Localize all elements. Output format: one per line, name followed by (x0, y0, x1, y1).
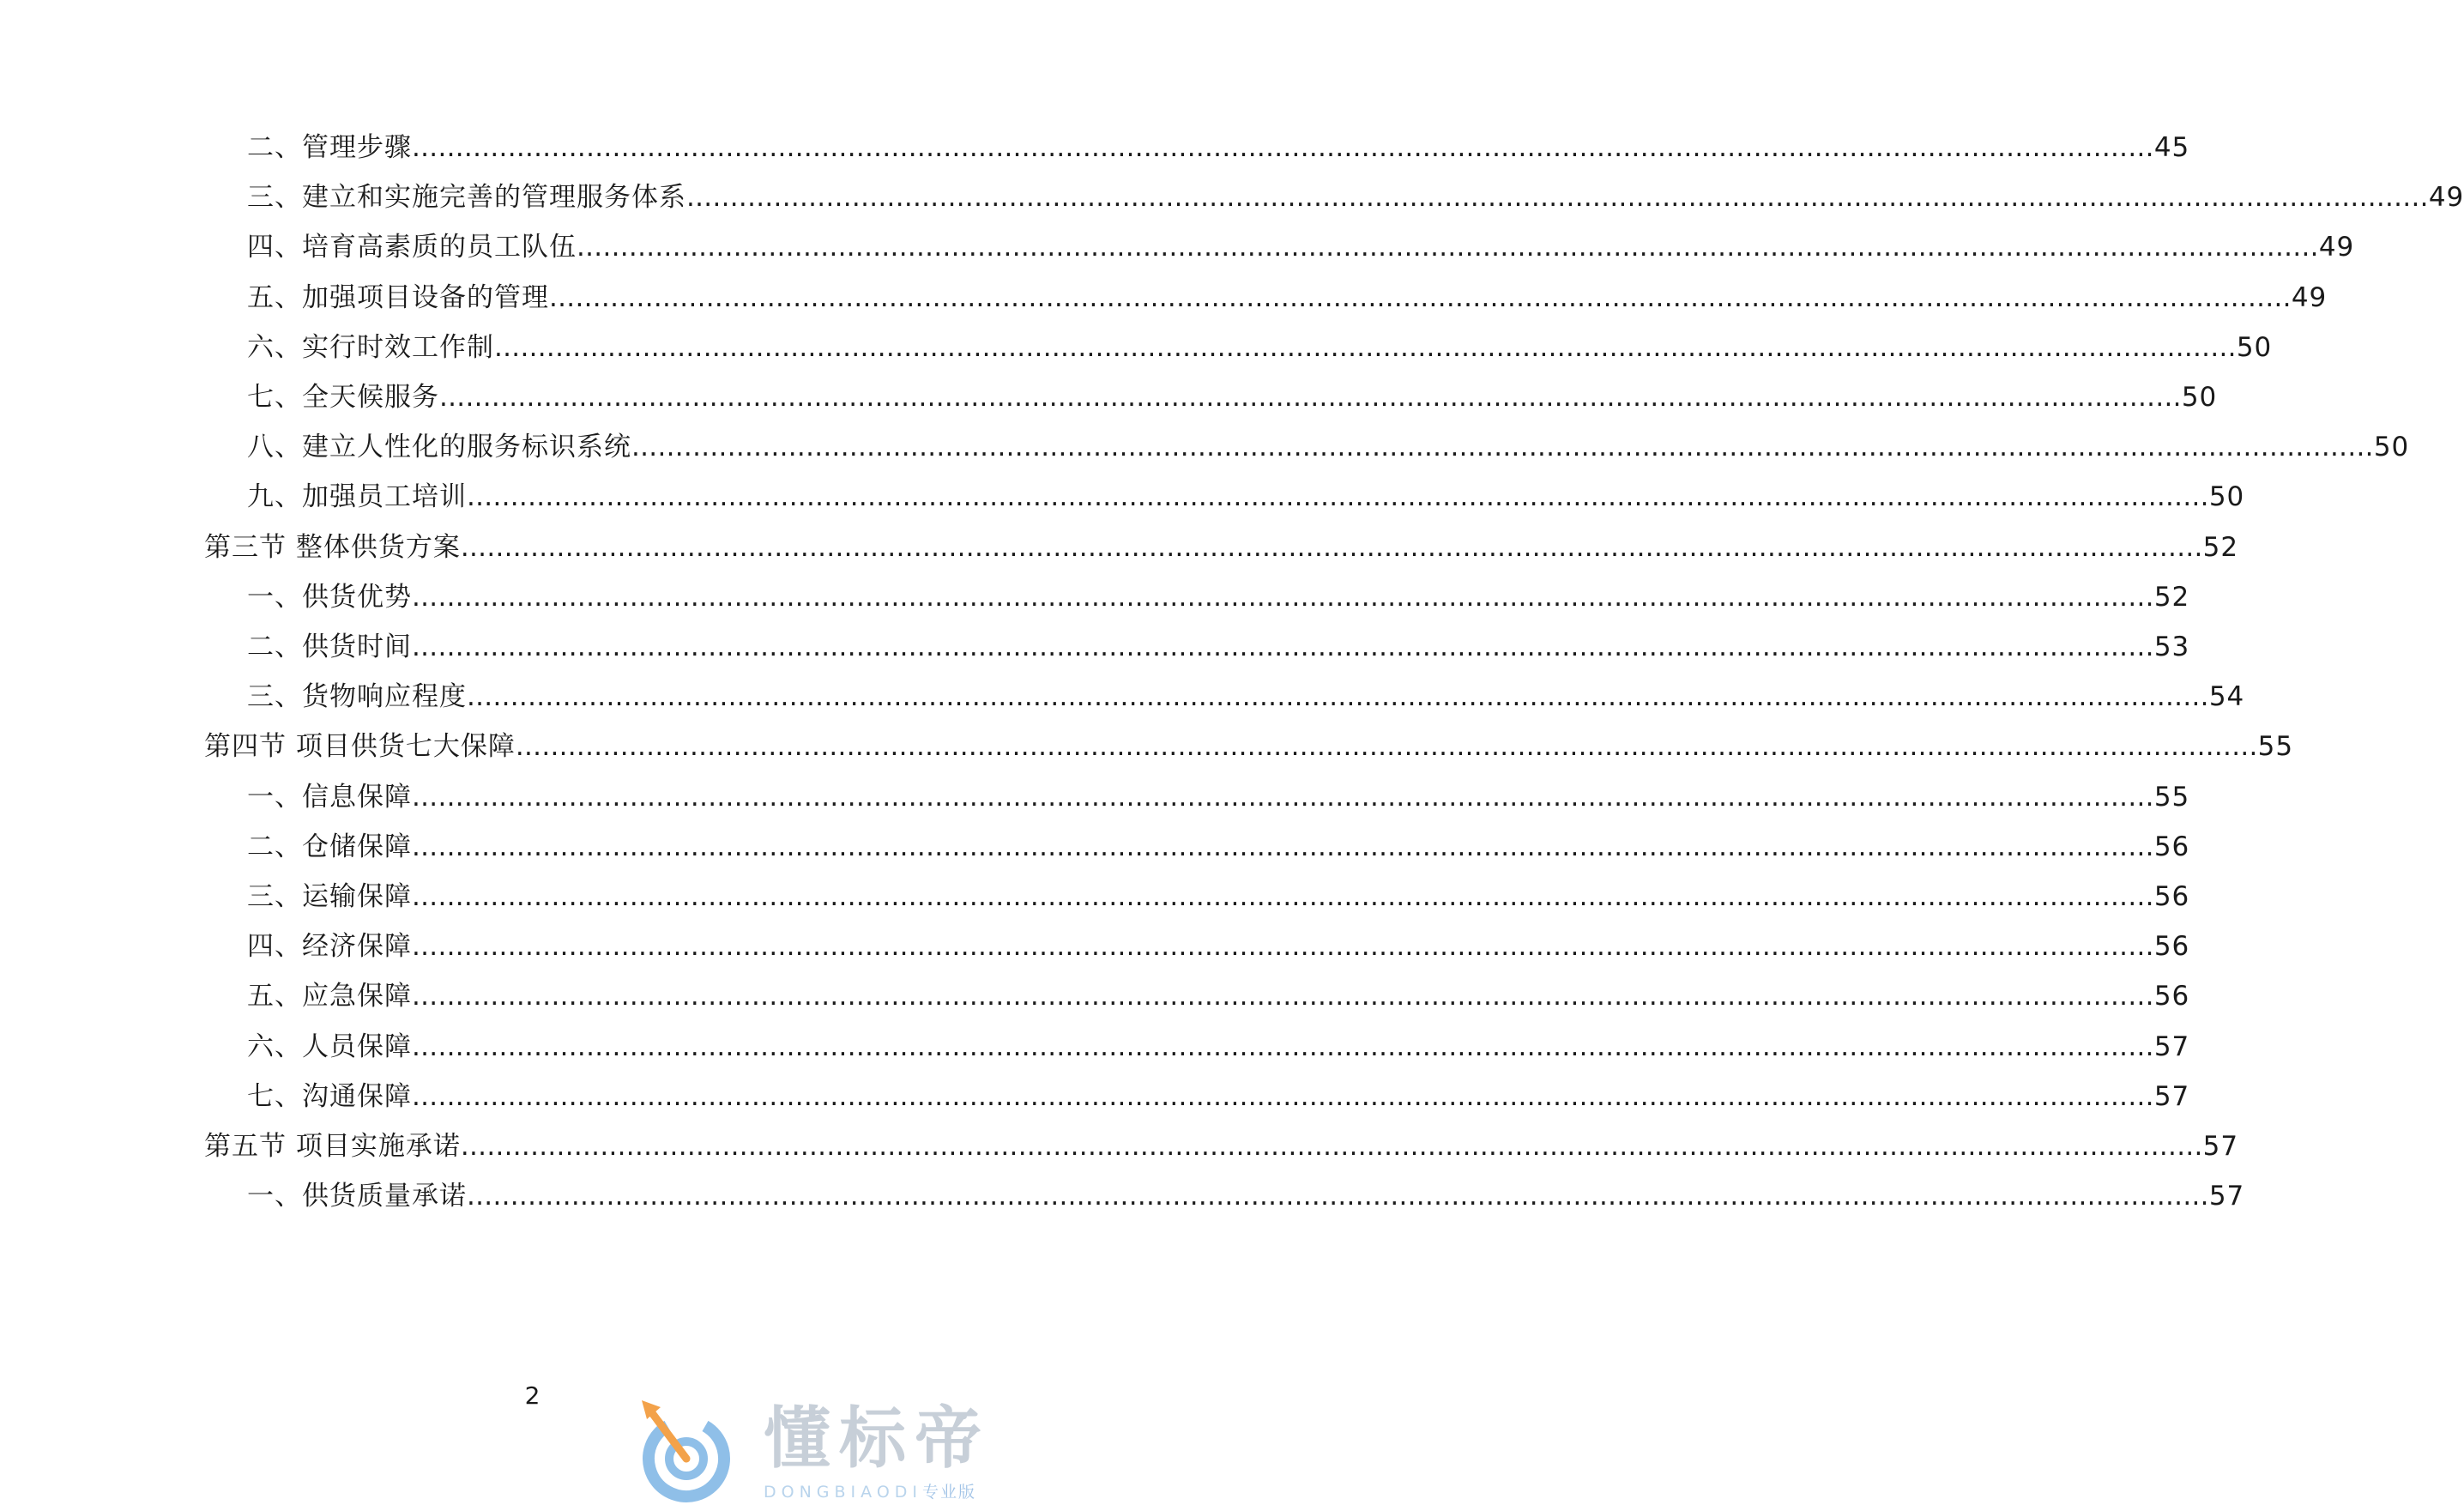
toc-dot-leader: ........................................................................................................................................................................................................ (412, 1031, 2154, 1062)
toc-subsection-entry[interactable] (247, 926, 2190, 964)
toc-subsection-entry[interactable] (247, 876, 2190, 914)
toc-subsection-entry[interactable] (247, 127, 2190, 165)
toc-subsection-entry[interactable] (247, 976, 2190, 1013)
toc-entry-page-number: 49 (2291, 281, 2328, 313)
toc-entry-page-number: 50 (2373, 432, 2410, 463)
toc-subsection-entry[interactable] (247, 277, 2328, 315)
toc-dot-leader: ........................................................................................................................................................................................................ (577, 232, 2319, 263)
toc-entry-title: 五、应急保障 (247, 981, 412, 1012)
toc-entry-page-number: 57 (2153, 1080, 2190, 1112)
toc-dot-leader: ........................................................................................................................................................................................................ (439, 382, 2182, 413)
toc-entry-page-number: 52 (2153, 581, 2190, 613)
toc-entry-page-number: 53 (2153, 632, 2190, 662)
toc-entry-page-number: 56 (2153, 881, 2190, 912)
toc-entry-title: 第四节 项目供货七大保障 (204, 731, 516, 763)
toc-section-entry[interactable] (204, 726, 2294, 764)
toc-subsection-entry[interactable] (247, 476, 2245, 514)
toc-dot-leader: ........................................................................................................................................................................................................ (412, 981, 2154, 1012)
toc-dot-leader: ........................................................................................................................................................................................................ (549, 281, 2292, 313)
toc-dot-leader: ........................................................................................................................................................................................................ (412, 931, 2154, 963)
watermark (635, 1399, 1047, 1502)
toc-dot-leader: ........................................................................................................................................................................................................ (412, 781, 2154, 813)
page-number: 2 (524, 1381, 541, 1410)
toc-section-entry[interactable] (204, 527, 2239, 565)
toc-entry-page-number: 55 (2153, 781, 2190, 813)
toc-dot-leader: ........................................................................................................................................................................................................ (460, 1131, 2203, 1162)
toc-subsection-entry[interactable] (247, 377, 2218, 414)
toc-subsection-entry[interactable] (247, 577, 2190, 614)
watermark-pinyin: DONGBIAODI (764, 1483, 923, 1502)
toc-dot-leader: ........................................................................................................................................................................................................ (467, 481, 2209, 513)
toc-entry-page-number: 50 (2236, 331, 2273, 363)
toc-subsection-entry[interactable] (247, 1176, 2245, 1213)
watermark-edition: 专业版 (922, 1483, 977, 1502)
toc-entry-page-number: 50 (2208, 481, 2245, 513)
toc-dot-leader: ........................................................................................................................................................................................................ (467, 1181, 2209, 1212)
toc-entry-title: 四、经济保障 (247, 931, 412, 963)
toc-dot-leader: ........................................................................................................................................................................................................ (494, 331, 2237, 363)
toc-entry-title: 九、加强员工培训 (247, 481, 467, 513)
toc-entry-title: 一、信息保障 (247, 781, 412, 813)
toc-dot-leader: ........................................................................................................................................................................................................ (686, 182, 2429, 214)
toc-entry-title: 七、全天候服务 (247, 382, 439, 413)
toc-subsection-entry[interactable] (247, 1076, 2190, 1114)
toc-subsection-entry[interactable] (247, 777, 2190, 814)
toc-entry-title: 一、供货质量承诺 (247, 1181, 467, 1212)
toc-entry-page-number: 56 (2153, 931, 2190, 963)
toc-entry-title: 七、沟通保障 (247, 1080, 412, 1112)
toc-entry-title: 六、人员保障 (247, 1031, 412, 1062)
toc-entry-title: 三、货物响应程度 (247, 681, 467, 713)
toc-entry-page-number: 57 (2153, 1031, 2190, 1062)
toc-entry-title: 三、运输保障 (247, 881, 412, 912)
toc-dot-leader: ........................................................................................................................................................................................................ (515, 731, 2258, 763)
toc-subsection-entry[interactable] (247, 227, 2355, 264)
toc-entry-page-number: 49 (2318, 232, 2355, 263)
toc-entry-title: 五、加强项目设备的管理 (247, 281, 549, 313)
toc-subsection-entry[interactable] (247, 626, 2190, 664)
toc-section-entry[interactable] (204, 1126, 2239, 1164)
toc-entry-title: 六、实行时效工作制 (247, 331, 494, 363)
toc-entry-title: 八、建立人性化的服务标识系统 (247, 432, 631, 463)
toc-entry-title: 第五节 项目实施承诺 (204, 1131, 461, 1162)
toc-entry-page-number: 50 (2181, 382, 2218, 413)
toc-subsection-entry[interactable] (247, 1026, 2190, 1064)
toc-dot-leader: ........................................................................................................................................................................................................ (412, 581, 2154, 613)
toc-entry-title: 二、仓储保障 (247, 831, 412, 862)
toc-entry-page-number: 45 (2153, 132, 2190, 163)
toc-entry-page-number: 54 (2208, 681, 2245, 713)
brand-logo-icon (635, 1399, 746, 1505)
toc-entry-page-number: 57 (2208, 1181, 2245, 1212)
toc-subsection-entry[interactable] (247, 426, 2410, 464)
toc-entry-page-number: 49 (2428, 182, 2464, 214)
toc-subsection-entry[interactable] (247, 177, 2464, 215)
toc-entry-page-number: 57 (2202, 1131, 2239, 1162)
toc-entry-page-number: 55 (2257, 731, 2294, 763)
toc-dot-leader: ........................................................................................................................................................................................................ (467, 681, 2209, 713)
toc-entry-title: 四、培育高素质的员工队伍 (247, 232, 577, 263)
toc-dot-leader: ........................................................................................................................................................................................................ (460, 531, 2203, 563)
toc-dot-leader: ........................................................................................................................................................................................................ (631, 432, 2374, 463)
toc-subsection-entry[interactable] (247, 327, 2273, 365)
toc-entry-page-number: 56 (2153, 831, 2190, 862)
toc-subsection-entry[interactable] (247, 826, 2190, 864)
toc-subsection-entry[interactable] (247, 676, 2245, 714)
toc-dot-leader: ........................................................................................................................................................................................................ (412, 1080, 2154, 1112)
toc-entry-title: 二、管理步骤 (247, 132, 412, 163)
toc-entry-page-number: 52 (2202, 531, 2239, 563)
toc-dot-leader: ........................................................................................................................................................................................................ (412, 132, 2154, 163)
toc-dot-leader: ........................................................................................................................................................................................................ (412, 831, 2154, 862)
toc-entry-title: 三、建立和实施完善的管理服务体系 (247, 182, 686, 214)
watermark-brand: 懂标帝 (764, 1400, 991, 1478)
toc-dot-leader: ........................................................................................................................................................................................................ (412, 881, 2154, 912)
watermark-subtitle (764, 1479, 976, 1502)
toc-entry-title: 第三节 整体供货方案 (204, 531, 461, 563)
toc-entry-title: 二、供货时间 (247, 632, 412, 662)
toc-entry-page-number: 56 (2153, 981, 2190, 1012)
toc-entry-title: 一、供货优势 (247, 581, 412, 613)
toc-dot-leader: ........................................................................................................................................................................................................ (412, 632, 2154, 662)
